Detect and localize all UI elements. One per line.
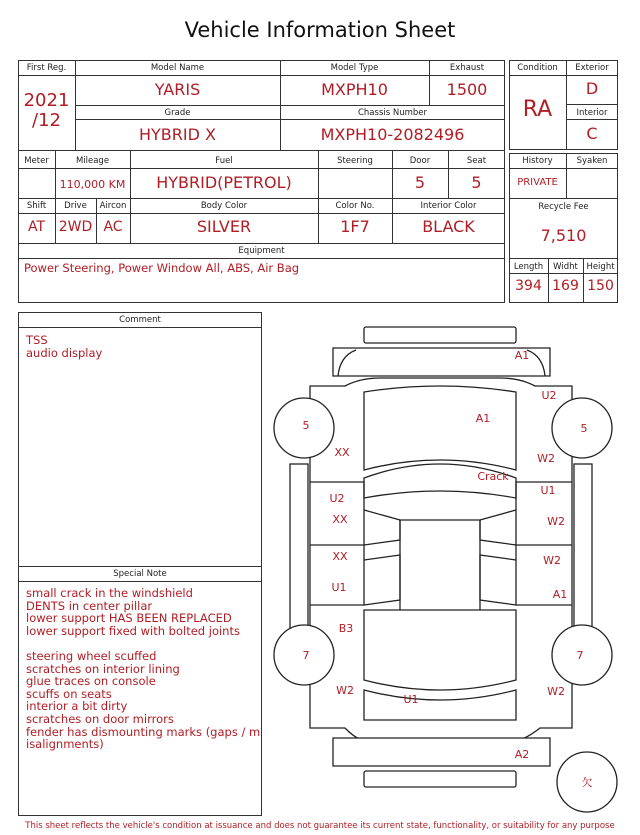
label-height: Height bbox=[586, 262, 615, 272]
mark-door-rr-2: A1 bbox=[552, 588, 568, 601]
mark-door-fr-1: U1 bbox=[540, 484, 556, 497]
label-interior: Interior bbox=[576, 108, 608, 118]
comment-line: TSS bbox=[26, 333, 48, 347]
history-value: PRIVATE bbox=[517, 177, 558, 188]
label-model-name: Model Name bbox=[150, 63, 205, 73]
aircon-value: AC bbox=[103, 219, 123, 235]
label-condition: Condition bbox=[517, 63, 558, 73]
label-model-type: Model Type bbox=[330, 63, 379, 73]
label-special-note: Special Note bbox=[113, 569, 167, 579]
comment-list bbox=[26, 334, 258, 562]
label-comment: Comment bbox=[119, 315, 161, 325]
shift-value: AT bbox=[27, 219, 46, 235]
rear-hatch bbox=[364, 610, 516, 690]
label-fuel: Fuel bbox=[215, 156, 233, 166]
special-note-line: isalignments) bbox=[26, 737, 104, 752]
mark-door-fl-2: XX bbox=[332, 513, 348, 526]
equipment-value: Power Steering, Power Window All, ABS, Air Bag bbox=[24, 261, 300, 275]
label-chassis-number: Chassis Number bbox=[357, 108, 428, 118]
label-seat: Seat bbox=[466, 156, 487, 166]
mark-wheel-rr: 7 bbox=[576, 649, 584, 662]
label-exhaust: Exhaust bbox=[449, 63, 485, 73]
label-steering: Steering bbox=[337, 156, 373, 166]
mark-hood: A1 bbox=[475, 412, 491, 425]
label-recycle-fee: Recycle Fee bbox=[538, 202, 589, 212]
label-body-color: Body Color bbox=[200, 201, 248, 211]
label-syaken: Syaken bbox=[576, 156, 608, 166]
special-note-line: steering wheel scuffed bbox=[26, 648, 157, 663]
special-note-line: lower support fixed with bolted joints bbox=[26, 623, 240, 638]
mark-door-fl-1: U2 bbox=[329, 492, 345, 505]
body-color-value: SILVER bbox=[196, 217, 252, 236]
hood bbox=[364, 386, 516, 470]
label-door: Door bbox=[409, 156, 431, 166]
label-shift: Shift bbox=[26, 201, 47, 211]
mark-door-rl-1: XX bbox=[332, 550, 348, 563]
front-bumper-bar bbox=[364, 327, 516, 343]
grade-value: HYBRID X bbox=[139, 125, 216, 144]
label-equipment: Equipment bbox=[238, 246, 285, 256]
special-note-line: small crack in the windshield bbox=[26, 586, 193, 600]
special-note-line: scuffs on seats bbox=[26, 686, 112, 701]
special-note-line: lower support HAS BEEN REPLACED bbox=[26, 611, 232, 626]
disclaimer-footer: This sheet reflects the vehicle's condition at issuance and does not guarantee its current state, functionality, or suitability for any purpose bbox=[25, 821, 615, 831]
label-length: Length bbox=[513, 262, 544, 272]
model-name-value: YARIS bbox=[154, 80, 201, 99]
special-note-line: scratches on door mirrors bbox=[26, 711, 174, 726]
mark-spare: 欠 bbox=[581, 776, 593, 789]
right-side-strip bbox=[574, 464, 592, 634]
label-drive: Drive bbox=[64, 201, 87, 211]
width-value: 169 bbox=[552, 278, 579, 294]
mark-fender-fl: XX bbox=[334, 446, 350, 459]
exhaust-value: 1500 bbox=[446, 80, 488, 99]
label-width: Widht bbox=[553, 262, 578, 272]
mark-wheel-fl: 5 bbox=[302, 419, 310, 432]
interior-value: C bbox=[586, 124, 598, 143]
comment-line: audio display bbox=[26, 345, 103, 360]
mark-rear-bumper: A2 bbox=[514, 748, 530, 761]
chassis-number-value: MXPH10-2082496 bbox=[320, 125, 465, 144]
car-damage-diagram bbox=[262, 320, 622, 820]
mark-wheel-fr: 5 bbox=[580, 422, 588, 435]
mark-fender-fr: U2 bbox=[541, 389, 557, 402]
interior-color-value: BLACK bbox=[422, 217, 475, 236]
height-value: 150 bbox=[587, 278, 614, 294]
mark-door-fr-2: W2 bbox=[547, 515, 565, 528]
first-reg-year: 2021 bbox=[23, 90, 70, 111]
mark-front-bumper: A1 bbox=[514, 349, 530, 362]
label-exterior: Exterior bbox=[575, 63, 609, 73]
label-first-reg: First Reg. bbox=[26, 63, 67, 73]
special-note-line: interior a bit dirty bbox=[26, 699, 128, 714]
mark-sill-l: B3 bbox=[338, 622, 354, 635]
mark-quarter-rr: W2 bbox=[547, 685, 565, 698]
fuel-value: HYBRID(PETROL) bbox=[156, 173, 292, 192]
label-color-no: Color No. bbox=[335, 201, 375, 211]
rear-bumper-bar bbox=[364, 771, 516, 787]
page-title: Vehicle Information Sheet bbox=[184, 18, 456, 42]
door-value: 5 bbox=[414, 173, 426, 192]
mark-quarter-rl: W2 bbox=[336, 684, 354, 697]
special-note-line: fender has dismounting marks (gaps / m bbox=[26, 724, 261, 739]
left-side-strip bbox=[290, 464, 308, 634]
mark-fender-fr2: W2 bbox=[537, 452, 555, 465]
model-type-value: MXPH10 bbox=[321, 80, 388, 99]
exterior-value: D bbox=[585, 79, 599, 98]
condition-value: RA bbox=[522, 97, 553, 122]
special-note-line: scratches on interior lining bbox=[26, 661, 180, 676]
color-no-value: 1F7 bbox=[340, 217, 370, 236]
drive-value: 2WD bbox=[58, 219, 93, 235]
length-value: 394 bbox=[515, 278, 542, 294]
special-note-list bbox=[26, 587, 260, 812]
label-interior-color: Interior Color bbox=[420, 201, 477, 211]
label-history: History bbox=[522, 156, 553, 166]
special-note-line: DENTS in center pillar bbox=[26, 598, 153, 613]
label-meter: Meter bbox=[24, 156, 49, 166]
mark-door-rl-2: U1 bbox=[331, 581, 347, 594]
recycle-fee-value: 7,510 bbox=[540, 226, 587, 245]
mark-rear-roof: U1 bbox=[403, 693, 419, 706]
first-reg-month: /12 bbox=[32, 110, 61, 131]
seat-value: 5 bbox=[471, 173, 482, 192]
mark-door-rr-1: W2 bbox=[543, 554, 561, 567]
mark-windshield: Crack bbox=[477, 470, 509, 483]
label-grade: Grade bbox=[164, 108, 191, 118]
mileage-value: 110,000 KM bbox=[59, 178, 126, 191]
label-aircon: Aircon bbox=[99, 201, 127, 211]
special-note-line: glue traces on console bbox=[26, 674, 156, 689]
mark-wheel-rl: 7 bbox=[302, 649, 310, 662]
label-mileage: Mileage bbox=[75, 156, 110, 166]
